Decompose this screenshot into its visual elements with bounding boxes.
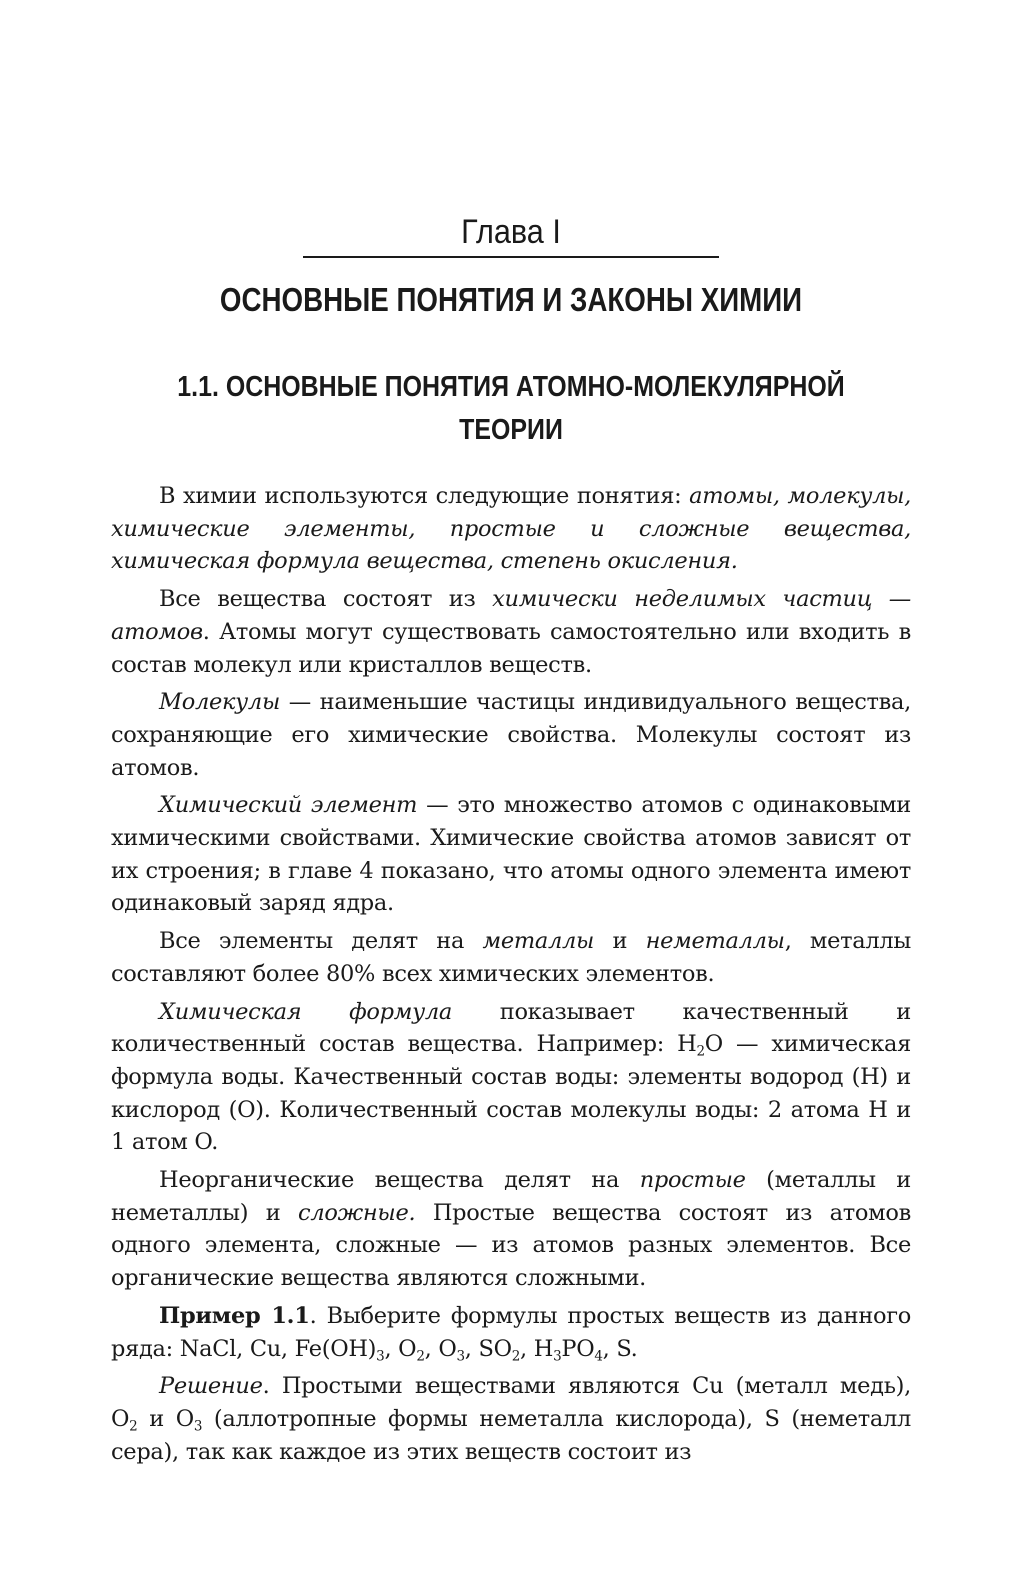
text: показывает качественный и количественный состав вещества. Например: H [111,998,911,1058]
subscript: 3 [553,1348,562,1365]
text: и [594,928,646,955]
subscript: 4 [594,1348,603,1365]
paragraph [111,480,911,578]
italic-text: неметаллы [645,928,785,955]
text: Простые вещества состоят из атомов одного элемента, сложные — из атомов разных элементов. Все органические вещества являются сложными. [111,1199,911,1292]
body-text [111,480,911,1473]
paragraph [111,583,911,681]
subscript: 2 [511,1348,521,1365]
italic-text: Химическая формула [159,998,452,1025]
section-title-line2: ТЕОРИИ [459,414,563,446]
subscript: 3 [193,1418,203,1435]
subscript: 2 [416,1348,425,1365]
chapter-title: ОСНОВНЫЕ ПОНЯТИЯ И ЗАКОНЫ ХИМИИ [219,281,803,318]
section-title-line1: 1.1. ОСНОВНЫЕ ПОНЯТИЯ АТОМНО-МОЛЕКУЛЯРНОЙ [177,371,845,403]
italic-text: металлы [482,928,595,955]
text: Неорганические вещества делят на [159,1167,640,1194]
example-label: Пример 1.1 [159,1302,310,1329]
subscript: 3 [376,1348,385,1365]
text: — наименьшие частицы индивидуального вещества, сохраняющие его химические свойства. Молекулы состоят из атомов. [111,689,911,781]
subscript: 2 [696,1043,705,1060]
italic-text: Молекулы [159,689,280,716]
paragraph [111,925,911,990]
section-title [133,366,890,452]
text: В химии используются следующие понятия: [159,483,690,509]
chapter-divider [303,256,719,258]
text: , SO [464,1335,512,1362]
paragraph [111,996,911,1160]
solution-paragraph [111,1370,911,1468]
text: Все элементы делят на [159,928,483,955]
text: , металлы составляют более 80% всех химических элементов. [111,928,912,987]
paragraph [111,789,911,920]
italic-text: сложные. [298,1199,416,1226]
italic-text: химически неделимых частиц — атомов [111,586,911,645]
italic-text: простые [639,1167,746,1194]
text: O — химическая формула воды. Качественный состав воды: элементы водород (H) и кислород (O). Количественный состав молекулы воды: 2 атома H и 1 атом O. [111,1031,911,1156]
paragraph [111,1164,911,1295]
paragraph [111,686,911,784]
italic-text: Химический элемент [159,792,418,819]
text: (аллотропные формы неметалла кислорода), S (неметалл сера), так как каждое из этих веществ состоит из [111,1405,911,1465]
italic-text: атомы, молекулы, химические элементы, простые и сложные вещества, химическая формула вещества, степень окисления. [111,483,911,575]
text: и O [137,1405,194,1432]
subscript: 3 [456,1348,465,1365]
text: . Простыми веществами являются Cu (металл медь), O [111,1373,911,1432]
text: PO [561,1335,595,1362]
text: Все вещества состоят из [159,586,493,613]
text: . Атомы могут существовать самостоятельно или входить в состав молекул или кристаллов веществ. [111,618,911,678]
italic-text: Решение [159,1373,263,1400]
text: — это множество атомов с одинаковыми химическими свойствами. Химические свойства атомов зависят от их строения; в главе 4 показано, что атомы одного элемента имеют одинаковый заряд ядра. [111,792,911,917]
text: , H [520,1335,554,1362]
text: , O [424,1335,457,1362]
text: , S. [602,1335,638,1362]
text: , O [384,1335,417,1362]
subscript: 2 [129,1418,138,1435]
example-paragraph [111,1300,911,1365]
chapter-label: Глава I [461,213,561,251]
text: . Выберите формулы простых веществ из данного ряда: NaCl, Cu, Fe(OH) [111,1302,911,1362]
text: (металлы и неметаллы) и [111,1167,911,1226]
